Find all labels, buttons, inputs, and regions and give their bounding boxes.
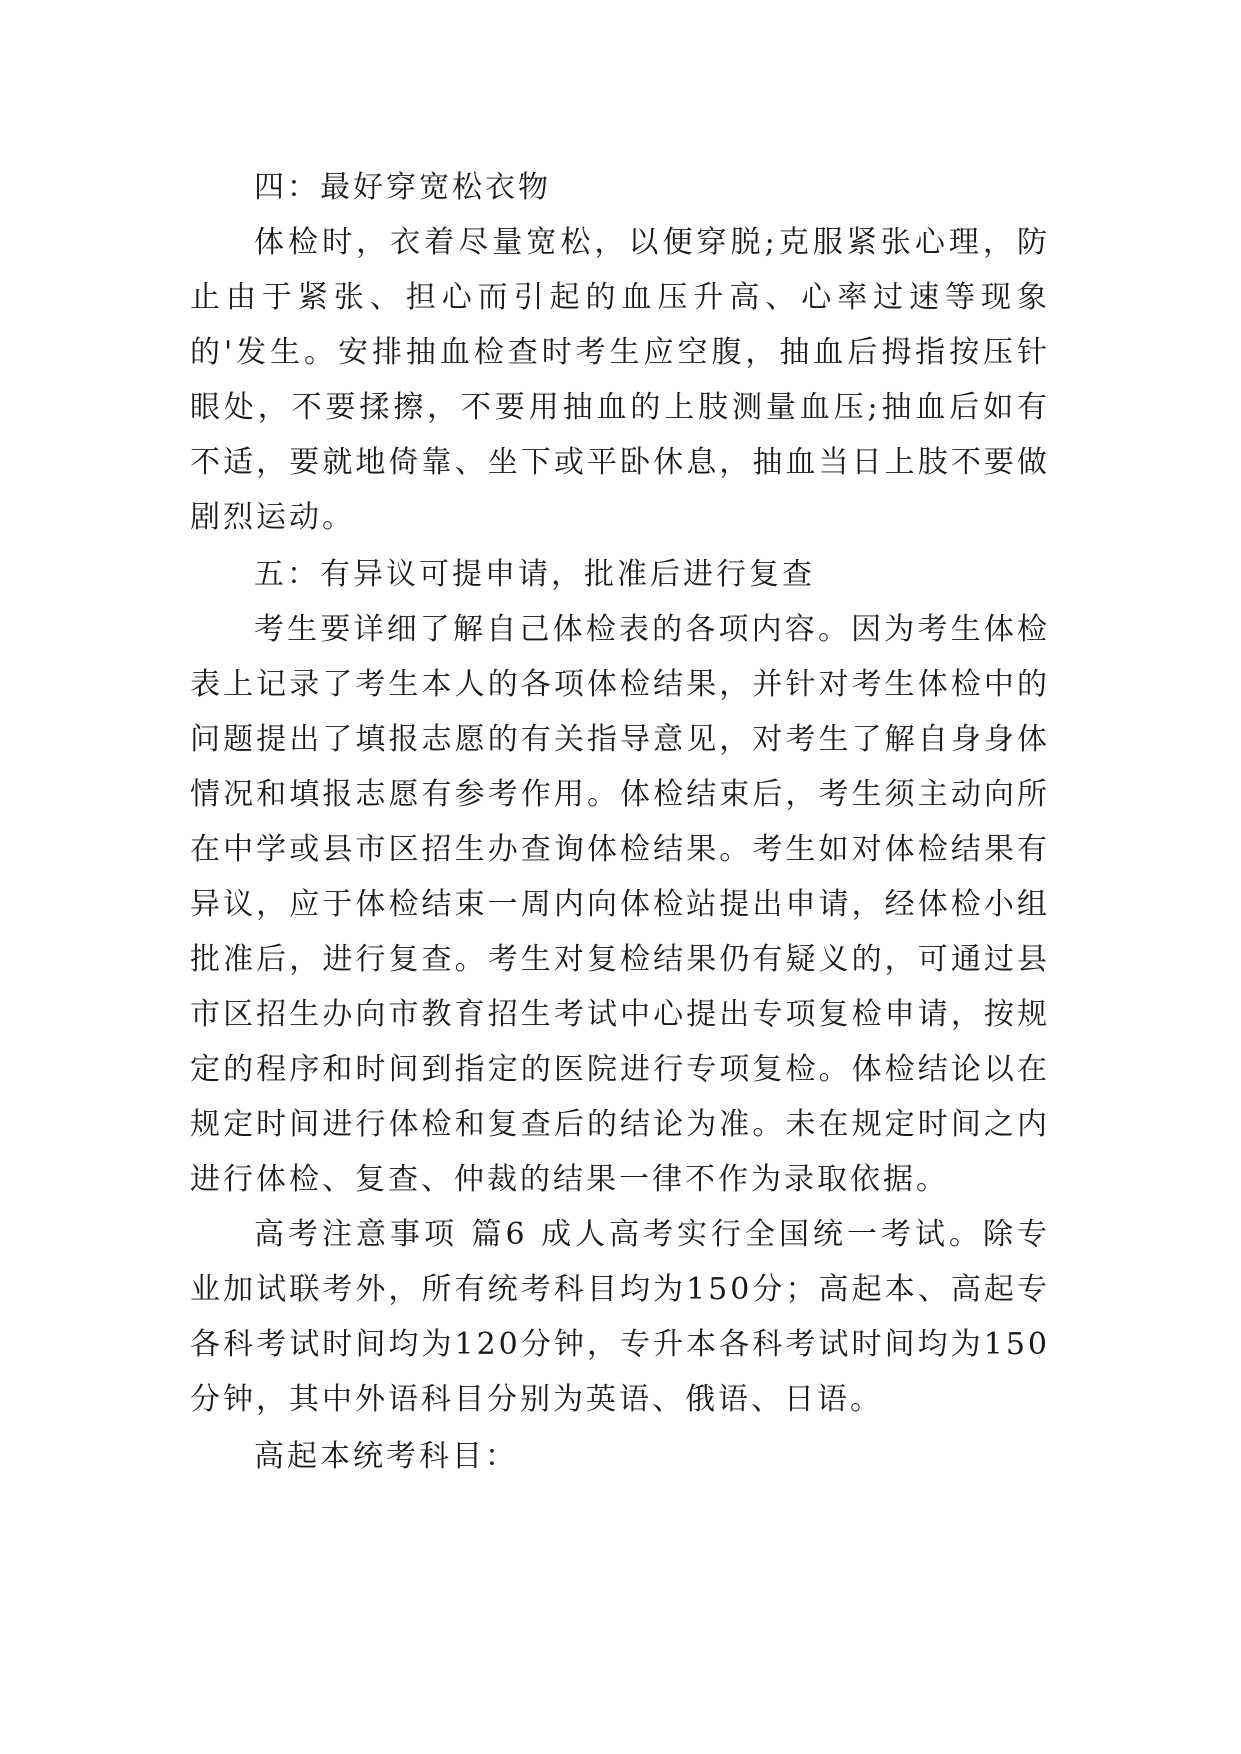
paragraph-4: 体检时，衣着尽量宽松，以便穿脱;克服紧张心理，防止由于紧张、担心而引起的血压升高、心率过速等现象的'发生。安排抽血检查时考生应空腹，抽血后拇指按压针眼处，不要揉擦，不要用抽血的上肢测量血压;抽血后如有不适，要就地倚靠、坐下或平卧休息，抽血当日上肢不要做剧烈运动。 [190,225,1050,535]
paragraph-5: 考生要详细了解自己体检表的各项内容。因为考生体检表上记录了考生本人的各项体检结果，并针对考生体检中的问题提出了填报志愿的有关指导意见，对考生了解自身身体情况和填报志愿有参考作用。体检结束后，考生须主动向所在中学或县市区招生办查询体检结果。考生如对体检结果有异议，应于体检结束一周内向体检站提出申请，经体检小组批准后，进行复查。考生对复检结果仍有疑义的，可通过县市区招生办向市教育招生考试中心提出专项复检申请，按规定的程序和时间到指定的医院进行专项复检。体检结论以在规定时间进行体检和复查后的结论为准。未在规定时间之内进行体检、复查、仲裁的结果一律不作为录取依据。 [190,612,1050,1197]
paragraph-section-6: 高考注意事项 篇6 成人高考实行全国统一考试。除专业加试联考外，所有统考科目均为150分；高起本、高起专各科考试时间均为120分钟，专升本各科考试时间均为150分钟，其中外语科目分别为英语、俄语、日语。 [190,1217,1050,1417]
document-body [190,160,1050,1484]
section-heading-4: 四：最好穿宽松衣物 [254,170,551,205]
section-heading-5: 五：有异议可提申请，批准后进行复查 [254,557,815,592]
subjects-heading: 高起本统考科目： [254,1439,518,1474]
